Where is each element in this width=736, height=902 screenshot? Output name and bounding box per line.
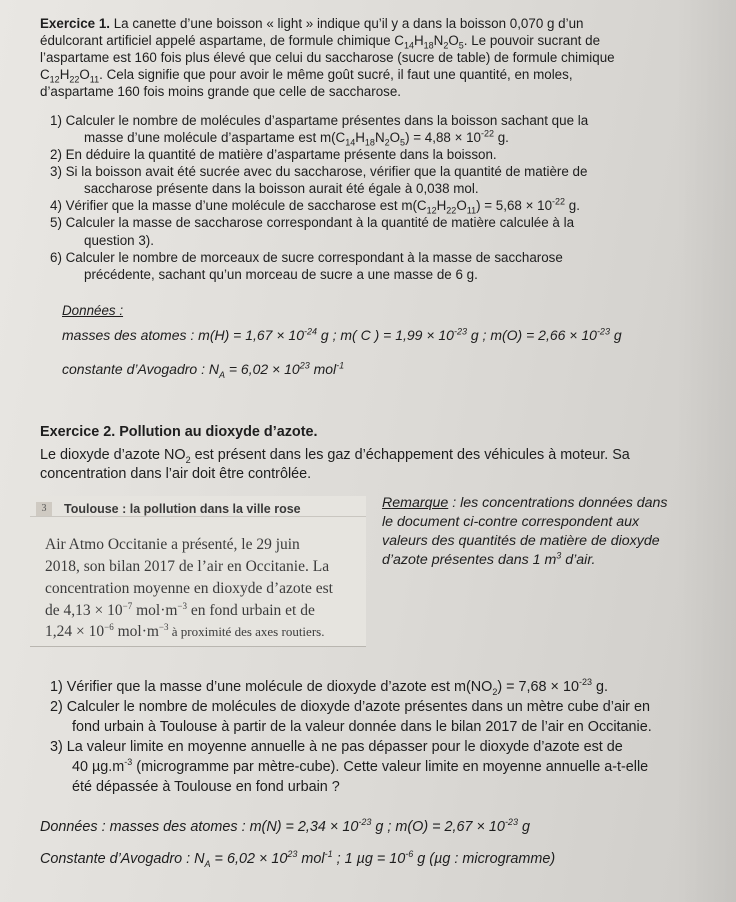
- document-line3: concentration moyenne en dioxyde d’azote est: [45, 580, 333, 597]
- ex2-q1: 1) Vérifier que la masse d’une molécule de dioxyde d’azote est $m(NO_2) = 7,68 \times 10^{-23}$ g.: [50, 677, 608, 697]
- document-line2: 2018, son bilan 2017 de l’air en Occitanie. La: [45, 558, 330, 575]
- ex1-q3-line1: 3) Si la boisson avait été sucrée avec du saccharose, vérifier que la quantité de matière de: [50, 164, 588, 179]
- ex1-q6-line1: 6) Calculer le nombre de morceaux de sucre correspondant à la masse de saccharose: [50, 250, 563, 265]
- ex1-atom-masses: masses des atomes : $m(H) = 1,67 \times 10^{-24}$ g ; m( C ) = $1,99 \times 10^{-23}$ g ; $m(O) = 2,66 \times 10^{-23}$ g: [62, 326, 622, 343]
- document-title: Toulouse : la pollution dans la ville rose: [64, 502, 301, 516]
- document-header: [30, 498, 366, 517]
- ex1-q5-line1: 5) Calculer la masse de saccharose correspondant à la quantité de matière calculée à la: [50, 215, 575, 230]
- toulouse-document-box: [30, 496, 366, 647]
- ex1-intro-line5: d’aspartame 160 fois moins grande que celle de saccharose.: [40, 84, 402, 99]
- ex2-q3-line2: 40 $\mu g.m^{-3}$ (microgramme par mètre-cube). Cette valeur limite en moyenne annuelle a-t-elle: [72, 757, 649, 775]
- remarque-line1: Remarque : les concentrations données dans: [382, 495, 668, 511]
- ex1-q4: 4) Vérifier que la masse d’une molécule de saccharose est $m(C_{12}H_{22}O_{11}) = 5,68 \times 10^{-22}$ g.: [50, 196, 580, 216]
- ex2-q3-line3: été dépassée à Toulouse en fond urbain ?: [72, 779, 340, 795]
- ex1-intro-line1: Exercice 1. La canette d’une boisson « light » indique qu’il y a dans la boisson 0,070 g d’un: [40, 16, 584, 31]
- ex1-intro-line2: édulcorant artificiel appelé aspartame, de formule chimique $C_{14}H_{18}N_2O_5$. Le pouvoir sucrant de: [40, 33, 601, 51]
- ex1-donnees-label: Données :: [62, 303, 124, 318]
- remarque-line4: d’azote présentes dans 1 $m^3$ d’air.: [382, 550, 596, 568]
- remarque-line3: valeurs des quantités de matière de dioxyde: [382, 533, 660, 549]
- page-shadow: [676, 0, 736, 902]
- remarque-line2: le document ci-contre correspondent aux: [382, 514, 640, 530]
- ex2-donnees-avogadro: Constante d’Avogadro : $N_A = 6,02 \times 10^{23}$ mol$^{-1}$ ; 1 $\mu g = 10^{-6}$ g (µg : microgramme): [40, 849, 556, 869]
- ex1-avogadro: constante d’Avogadro : $N_A = 6,02 \times 10^{23}$ mol$^{-1}$: [62, 360, 345, 380]
- ex1-q1-line2: masse d’une molécule d’aspartame est $m(C_{14}H_{18}N_2O_5) = 4,88 \times 10^{-22}$ g.: [84, 128, 509, 148]
- ex1-q2: 2) En déduire la quantité de matière d’aspartame présente dans la boisson.: [50, 147, 497, 162]
- aspartame-formula: $_{14}H_{18}N_2O_5$: [403, 33, 464, 51]
- ex2-q2-line2: fond urbain à Toulouse à partir de la valeur donnée dans le bilan 2017 de l’air en Occitanie.: [72, 719, 652, 735]
- remarque-label: Remarque: [382, 495, 449, 511]
- ex1-q1-line1: 1) Calculer le nombre de molécules d’aspartame présentes dans la boisson sachant que la: [50, 113, 589, 128]
- ex1-title: Exercice 1.: [40, 16, 110, 31]
- ex2-donnees-masses: Données : masses des atomes : $m(N) = 2,34 \times 10^{-23}$ g ; $m(O) = 2,67 \times 10^{-23}$ g: [40, 817, 530, 835]
- saccharose-formula: $C_{12}H_{22}O_{11}$: [40, 67, 100, 85]
- ex1-q3-line2: saccharose présente dans la boisson aurait été égale à 0,038 mol.: [84, 181, 479, 196]
- document-number-badge: 3: [36, 502, 52, 516]
- ex2-intro-line2: concentration dans l’air doit être contrôlée.: [40, 466, 312, 482]
- document-line1: Air Atmo Occitanie a présenté, le 29 juin: [45, 536, 300, 553]
- document-line5: $1,24 \times 10^{-6}$ $mol\cdot m^{-3}$ à proximité des axes routiers.: [45, 621, 325, 640]
- q4-mass-expression: $_{12}H_{22}O_{11}) = 5,68 \times 10$: [426, 198, 553, 216]
- ex2-title: Exercice 2. Pollution au dioxyde d’azote.: [40, 424, 318, 440]
- q1-mass-expression: $_{14}H_{18}N_2O_5) = 4,88 \times 10$: [345, 130, 481, 148]
- ex1-q5-line2: question 3).: [84, 233, 154, 248]
- ex2-intro-line1: Le dioxyde d’azote $NO_2$ est présent dans les gaz d’échappement des véhicules à moteur. Sa: [40, 447, 630, 465]
- ex1-intro-line3: l’aspartame est 160 fois plus élevé que celui du saccharose (sucre de table) de formule chimique: [40, 50, 615, 65]
- ex2-q3-line1: 3) La valeur limite en moyenne annuelle à ne pas dépasser pour le dioxyde d’azote est de: [50, 739, 623, 755]
- ex1-q6-line2: précédente, sachant qu’un morceau de sucre a une masse de 6 g.: [84, 267, 478, 282]
- ex1-intro-line4: $C_{12}H_{22}O_{11}$. Cela signifie que pour avoir le même goût sucré, il faut une quantité, en moles,: [40, 67, 573, 85]
- document-line4: de $4,13 \times 10^{-7}$ $mol\cdot m^{-3}$ en fond urbain et de: [45, 600, 315, 619]
- ex2-q2-line1: 2) Calculer le nombre de molécules de dioxyde d’azote présentes dans un mètre cube d’air en: [50, 699, 650, 715]
